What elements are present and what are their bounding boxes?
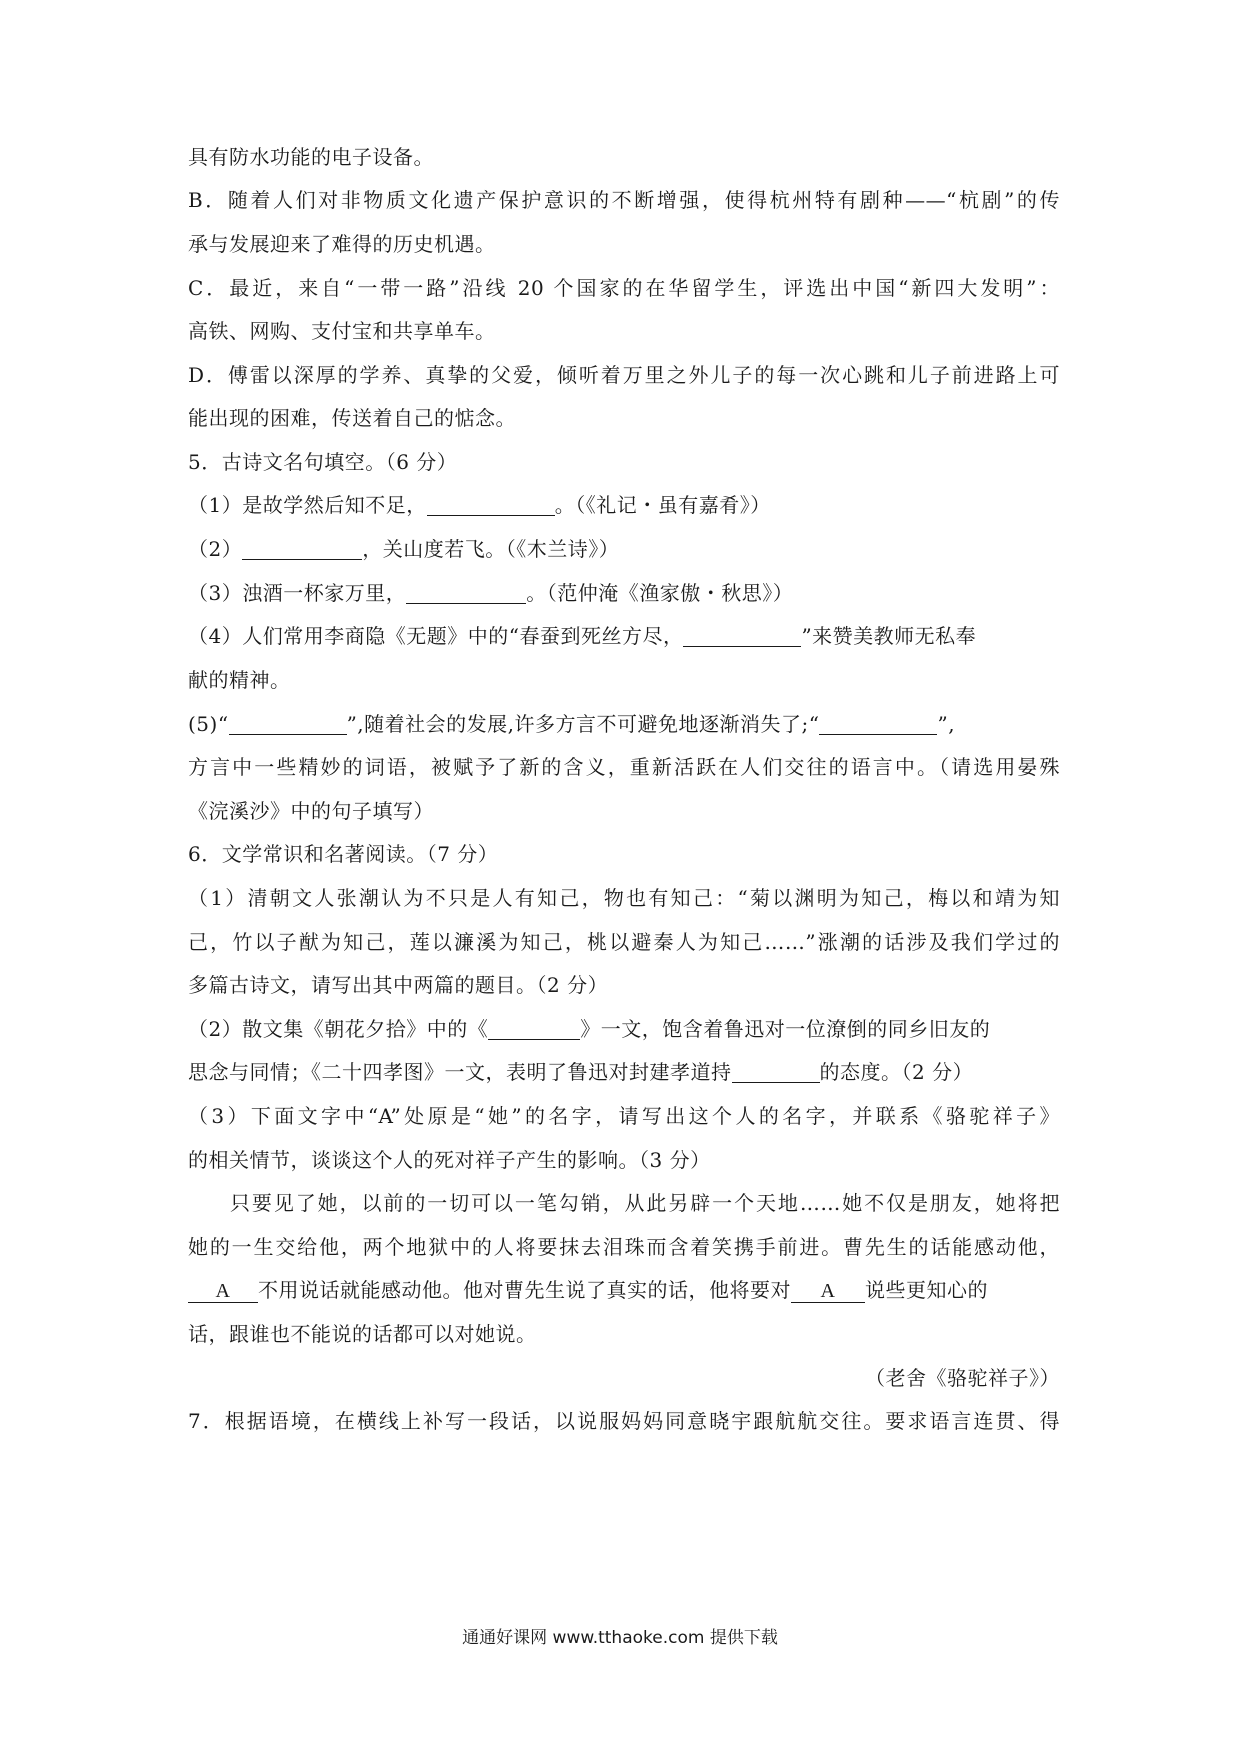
excerpt-line: 话，跟谁也不能说的话都可以对她说。 — [188, 1322, 537, 1346]
excerpt-source: （老舍《骆驼祥子》） — [865, 1366, 1060, 1390]
question-7-heading: 7．根据语境，在横线上补写一段话，以说服妈妈同意晓宇跟航航交往。要求语言连贯、得 — [188, 1409, 1060, 1433]
text-line: 己，竹以子猷为知己，莲以濂溪为知己，桃以避秦人为知己……”涨潮的话涉及我们学过的 — [188, 930, 1060, 954]
q5-item-5 — [188, 709, 1060, 739]
text-line: 能出现的困难，传送着自己的惦念。 — [188, 406, 516, 430]
option-b-line: B．随着人们对非物质文化遗产保护意识的不断增强，使得杭州特有剧种——“杭剧”的传 — [188, 188, 1060, 212]
text-line: 的相关情节，谈谈这个人的死对祥子产生的影响。（3 分） — [188, 1148, 711, 1172]
text-segment: 思念与同情；《二十四孝图》一文，表明了鲁迅对封建孝道持 — [188, 1060, 732, 1084]
text-line — [188, 1057, 1060, 1087]
text-segment: 。（范仲淹《渔家傲・秋思》） — [526, 581, 794, 605]
placeholder-a: A — [791, 1280, 865, 1303]
excerpt-line: 只要见了她，以前的一切可以一笔勾销，从此另辟一个天地……她不仅是朋友，她将把 — [230, 1191, 1060, 1215]
text-line: 高铁、网购、支付宝和共享单车。 — [188, 319, 496, 343]
text-segment: ”, — [937, 712, 956, 736]
text-line: 献的精神。 — [188, 668, 291, 692]
page-footer: 通通好课网 www.tthaoke.com 提供下载 — [462, 1628, 778, 1648]
option-c-line: C．最近，来自“一带一路”沿线 20 个国家的在华留学生，评选出中国“新四大发明”： — [188, 276, 1060, 300]
text-segment: （3）浊酒一杯家万里， — [188, 581, 407, 605]
text-line: 方言中一些精妙的词语，被赋予了新的含义，重新活跃在人们交往的语言中。（请选用晏殊 — [188, 755, 1060, 779]
answer-blank — [488, 1019, 580, 1040]
text-segment: ，关山度若飞。（《木兰诗》） — [362, 537, 620, 561]
text-segment: ”,随着社会的发展,许多方言不可避免地逐渐消失了;“ — [346, 712, 820, 736]
answer-blank — [819, 714, 937, 735]
q6-item-3: （3）下面文字中“A”处原是“她”的名字，请写出这个人的名字，并联系《骆驼祥子》 — [188, 1104, 1060, 1128]
text-line: 具有防水功能的电子设备。 — [188, 145, 434, 169]
excerpt-line — [188, 1275, 1060, 1305]
q6-item-2 — [188, 1014, 1060, 1044]
text-segment: 说些更知心的 — [865, 1278, 988, 1302]
question-5-heading: 5．古诗文名句填空。（6 分） — [188, 450, 458, 474]
excerpt-line: 她的一生交给他，两个地狱中的人将要抹去泪珠而含着笑携手前进。曹先生的话能感动他， — [188, 1235, 1060, 1259]
text-segment: 。（《礼记・虽有嘉肴》） — [554, 493, 771, 517]
answer-blank — [229, 714, 347, 735]
question-6-heading: 6．文学常识和名著阅读。（7 分） — [188, 842, 499, 866]
text-segment: 》一文，饱含着鲁迅对一位潦倒的同乡旧友的 — [580, 1017, 991, 1041]
answer-blank — [242, 539, 362, 560]
answer-blank — [732, 1062, 820, 1083]
text-line: 承与发展迎来了难得的历史机遇。 — [188, 232, 496, 256]
text-segment: （1）是故学然后知不足， — [188, 493, 427, 517]
text-segment: ”来赞美教师无私奉 — [801, 624, 977, 648]
option-d-line: D．傅雷以深厚的学养、真挚的父爱，倾听着万里之外儿子的每一次心跳和儿子前进路上可 — [188, 363, 1060, 387]
text-line: 《浣溪沙》中的句子填写） — [188, 799, 434, 823]
text-segment: (5)“ — [188, 712, 229, 736]
q5-item-2 — [188, 534, 1060, 564]
text-segment: （4）人们常用李商隐《无题》中的“春蚕到死丝方尽， — [188, 624, 684, 648]
text-segment: 不用说话就能感动他。他对曹先生说了真实的话，他将要对 — [258, 1278, 791, 1302]
text-segment: 的态度。（2 分） — [819, 1060, 974, 1084]
answer-blank — [427, 495, 555, 516]
text-segment: （2）散文集《朝花夕拾》中的《 — [188, 1017, 489, 1041]
answer-blank — [406, 583, 526, 604]
text-line: 多篇古诗文，请写出其中两篇的题目。（2 分） — [188, 973, 609, 997]
q5-item-1 — [188, 490, 1060, 520]
q6-item-1: （1）清朝文人张潮认为不只是人有知己，物也有知己：“菊以渊明为知己，梅以和靖为知 — [188, 886, 1060, 910]
text-segment: （2） — [188, 537, 243, 561]
placeholder-a: A — [188, 1280, 258, 1303]
answer-blank — [683, 626, 801, 647]
q5-item-4 — [188, 621, 1060, 651]
q5-item-3 — [188, 578, 1060, 608]
